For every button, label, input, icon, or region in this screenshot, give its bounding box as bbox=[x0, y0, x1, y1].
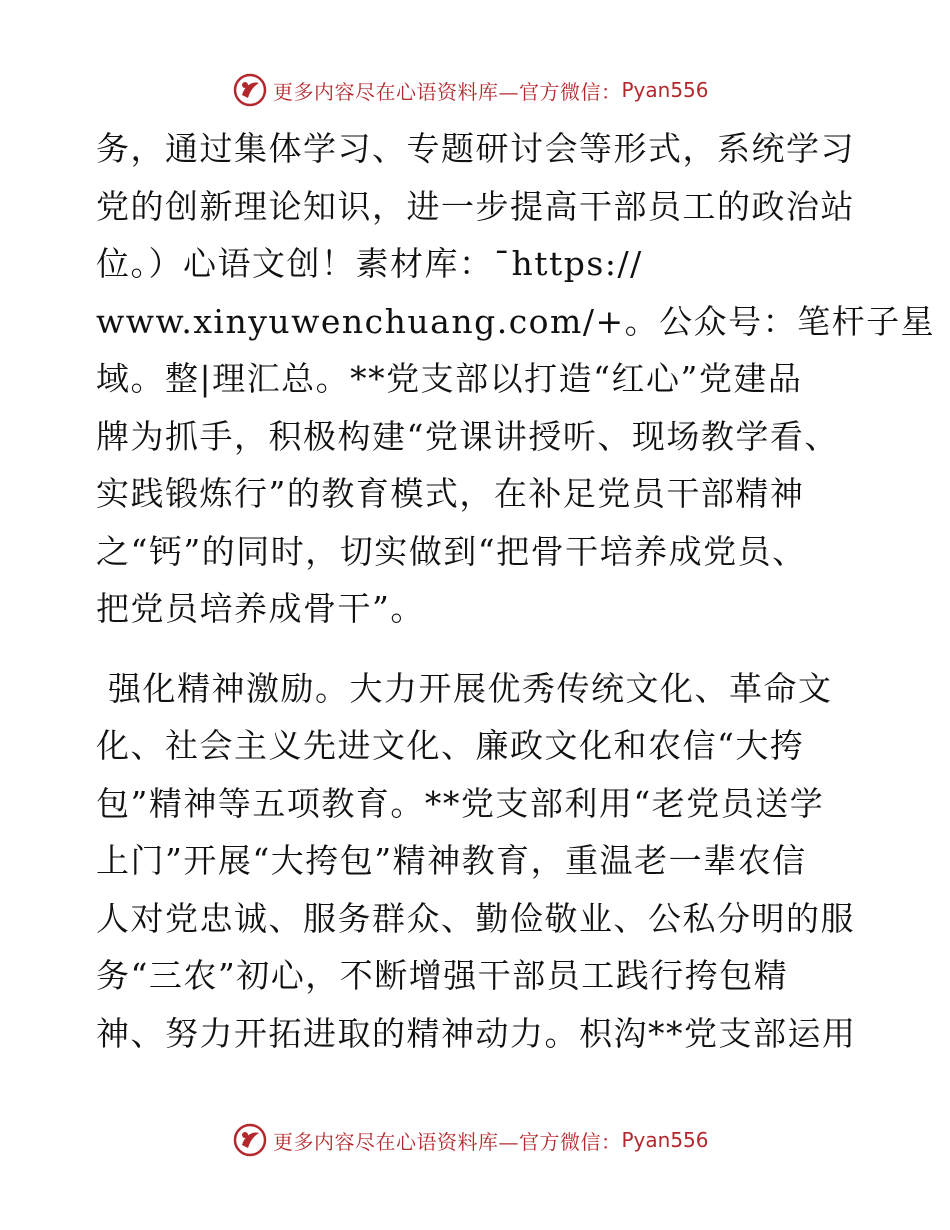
text-line: 域。整|理汇总。**党支部以打造“红心”党建品 bbox=[96, 359, 803, 398]
footer-banner bbox=[233, 1123, 709, 1157]
seal-logo-icon bbox=[233, 73, 267, 107]
text-line: 上门”开展“大挎包”精神教育，重温老一辈农信 bbox=[96, 841, 807, 880]
text-line: 牌为抓手，积极构建“党课讲授听、现场教学看、 bbox=[96, 416, 839, 456]
text-line: 之“钙”的同时，切实做到“把骨干培养成党员、 bbox=[96, 531, 807, 571]
text-line: 化、社会主义先进文化、廉政文化和农信“大挎 bbox=[96, 726, 805, 765]
text-line: 位。）心语文创！素材库：¯https:// bbox=[96, 244, 643, 283]
text-line: 包”精神等五项教育。**党支部利用“老党员送学 bbox=[96, 783, 825, 823]
text-line: www.xinyuwenchuang.com/+。公众号：笔杆子星 bbox=[96, 301, 936, 341]
text-line: 强化精神激励。大力开展优秀传统文化、革命文 bbox=[96, 668, 833, 708]
text-line: 务，通过集体学习、专题研讨会等形式，系统学习 bbox=[96, 129, 855, 168]
text-line: 实践锻炼行”的教育模式，在补足党员干部精神 bbox=[96, 474, 805, 513]
document-body bbox=[96, 120, 936, 1062]
text-line: 党的创新理论知识，进一步提高干部员工的政治站 bbox=[96, 186, 855, 226]
paragraph-2 bbox=[96, 660, 856, 1063]
text-line: 神、努力开拓进取的精神动力。枳沟**党支部运用 bbox=[96, 1013, 857, 1053]
paragraph-1 bbox=[96, 120, 936, 638]
footer-banner-id: Pyan556 bbox=[621, 1128, 709, 1152]
header-banner bbox=[233, 73, 709, 107]
header-banner-id: Pyan556 bbox=[621, 78, 709, 102]
text-line: 务“三农”初心，不断增强干部员工践行挎包精 bbox=[96, 956, 789, 995]
footer-banner-text: 更多内容尽在心语资料库—官方微信： bbox=[273, 1129, 622, 1154]
seal-logo-icon bbox=[233, 1123, 267, 1157]
text-line: 把党员培养成骨干”。 bbox=[96, 589, 425, 628]
text-line: 人对党忠诚、服务群众、勤俭敬业、公私分明的服 bbox=[96, 898, 855, 938]
header-banner-text: 更多内容尽在心语资料库—官方微信： bbox=[273, 79, 622, 104]
